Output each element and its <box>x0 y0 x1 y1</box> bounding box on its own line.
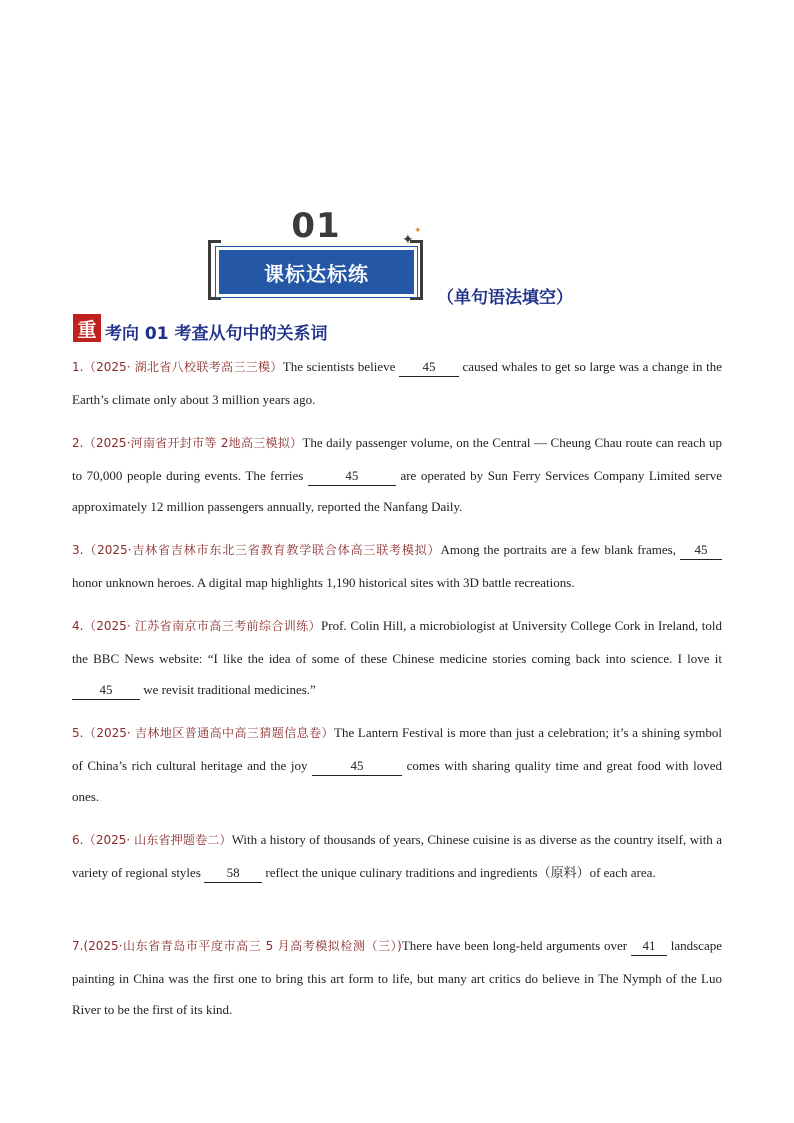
sparkle-small-icon: ✦ <box>414 226 422 236</box>
question-number: 2. <box>72 436 84 450</box>
question-2 <box>72 427 722 523</box>
question-text-pre: Prof. Colin Hill, a microbiologist at University College Cork in Ireland, told the BBC News website: “I like the idea of some of these Chinese medicine stories coming back into science. I love it <box>72 618 723 666</box>
question-5 <box>72 717 722 813</box>
answer-blank: 45 <box>308 467 396 486</box>
question-source: （2025·吉林省吉林市东北三省教育教学联合体高三联考模拟） <box>83 543 441 557</box>
question-1 <box>72 351 722 415</box>
question-number: 3. <box>72 543 84 557</box>
question-source: （2025·河南省开封市等 2地高三模拟） <box>83 436 303 450</box>
section-title: 考向 01 考查从句中的关系词 <box>105 324 328 344</box>
question-text-post: we revisit traditional medicines.” <box>140 682 316 697</box>
banner-subtitle: （单句语法填空） <box>437 288 573 308</box>
question-text-pre: With a history of thousands of years, Chinese cuisine is as diverse as the country itself, with a variety of regional styles <box>72 832 723 880</box>
question-text-post: caused whales to get so large was a change in the Earth’s climate only about 3 million years ago. <box>72 359 722 407</box>
question-number: 6. <box>72 833 84 847</box>
question-source: （2025· 山东省押题卷二） <box>83 833 232 847</box>
question-text-pre: The scientists believe <box>282 359 399 374</box>
question-text-pre: The daily passenger volume, on the Central — Cheung Chau route can reach up to 70,000 people during events. The ferries <box>72 435 722 483</box>
banner-label: 课标达标练 <box>216 247 417 297</box>
answer-blank: 45 <box>72 681 140 700</box>
question-number: 4. <box>72 619 84 633</box>
question-3 <box>72 534 722 598</box>
section-heading <box>73 314 328 342</box>
key-badge-icon: 重 <box>73 314 101 342</box>
question-text-post: landscape painting in China was the first one to bring this art form to life, but many art critics do believe in The Nymph of the Luo River to be the first of its kind. <box>72 938 722 1017</box>
question-source: （2025· 江苏省南京市高三考前综合训练） <box>83 619 322 633</box>
question-text-post: comes with sharing quality time and great food with loved ones. <box>72 757 722 804</box>
question-6 <box>72 824 722 888</box>
question-7 <box>72 930 722 1026</box>
question-text-post: honor unknown heroes. A digital map highlights 1,190 historical sites with 3D battle recreations. <box>72 574 575 590</box>
answer-blank: 45 <box>312 757 402 776</box>
question-source: (2025·山东省青岛市平度市高三 5 月高考模拟检测（三）) <box>83 939 402 953</box>
question-text-post: reflect the unique culinary traditions and ingredients（原料）of each area. <box>262 864 656 880</box>
answer-blank: 41 <box>631 937 667 956</box>
question-source: （2025· 吉林地区普通高中高三猜题信息卷） <box>83 726 335 740</box>
question-number: 5. <box>72 726 84 740</box>
question-text-post: are operated by Sun Ferry Services Company Limited serve approximately 12 million passengers annually, reported the Nanfang Daily. <box>72 467 722 514</box>
sparkle-icon: ✦ <box>402 232 414 248</box>
question-text-pre: The Lantern Festival is more than just a celebration; it’s a shining symbol of China’s rich cultural heritage and the joy <box>72 725 723 773</box>
answer-blank: 45 <box>399 358 459 377</box>
question-source: （2025· 湖北省八校联考高三三模） <box>83 360 283 374</box>
question-number: 7. <box>72 939 84 953</box>
question-text-pre: Among the portraits are a few blank frames, <box>440 542 680 557</box>
question-text-pre: There have been long-held arguments over <box>401 938 631 953</box>
answer-blank: 58 <box>204 864 262 883</box>
banner-number: 01 <box>291 206 341 246</box>
question-number: 1. <box>72 360 84 374</box>
answer-blank: 45 <box>680 541 722 560</box>
question-4 <box>72 610 722 706</box>
